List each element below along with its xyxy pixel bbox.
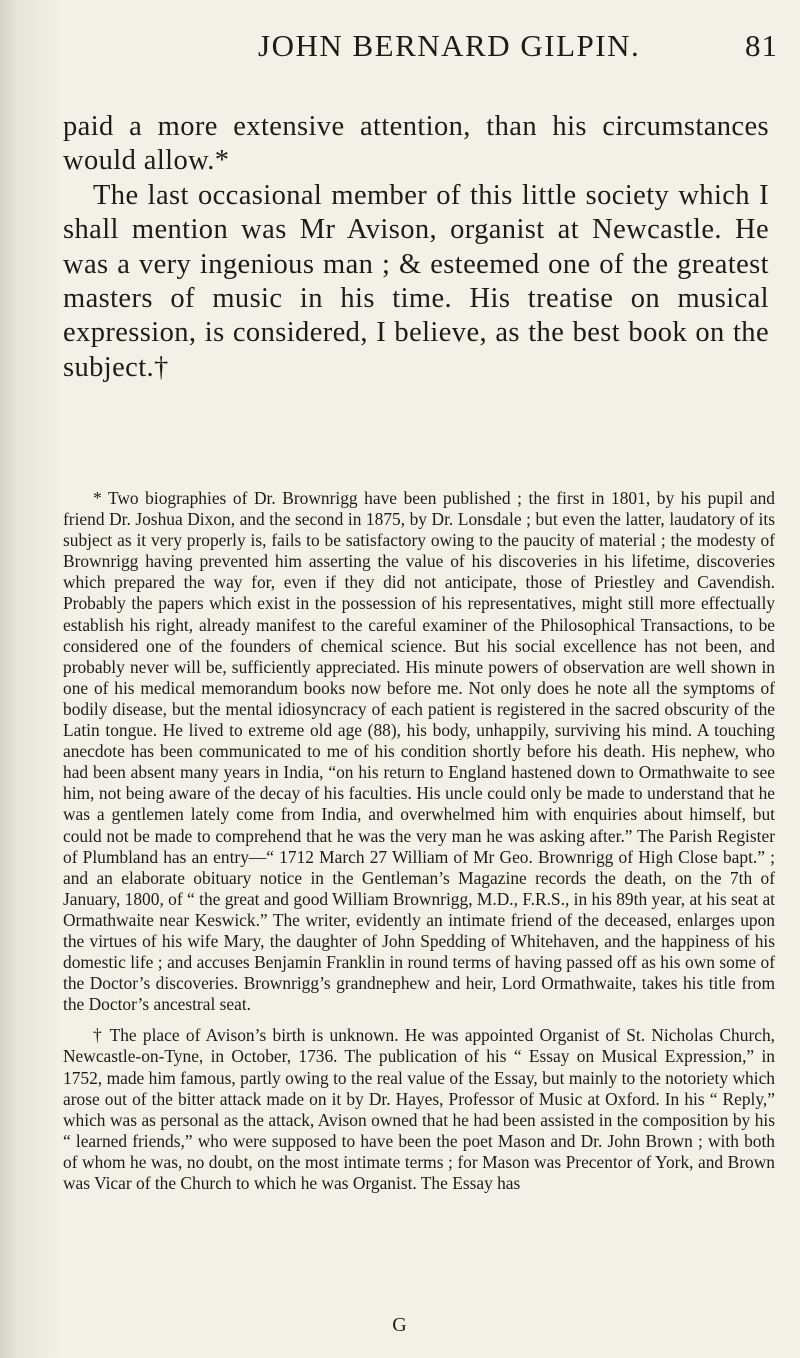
main-paragraph: The last occasional member of this little society which I shall mention was Mr Avison, organist at Newcastle. He was a very ingenious man ; & esteemed one of the greatest masters of music in his time. His treatise on musical expression, is considered, I believe, as the best book on the subject.† [63,179,769,383]
footnote: † The place of Avison’s birth is unknown. He was appointed Organist of St. Nicholas Church, Newcastle-on-Tyne, in October, 1736. The publication of his “ Essay on Musical Expression,” in 1752, made him famous, partly owing to the real value of the Essay, but mainly to the notoriety which arose out of the bitter attack made on it by Dr. Hayes, Professor of Music at Oxford. In his “ Reply,” which was as personal as the attack, Avison owned that he had been assisted in the composition by his “ learned friends,” who were supposed to have been the poet Mason and Dr. John Brown ; with both of whom he was, no doubt, on the most intimate terms ; for Mason was Precentor of York, and Brown was Vicar of the Church to which he was Organist. The Essay has [63,1025,775,1193]
footnote: * Two biographies of Dr. Brownrigg have been published ; the first in 1801, by his pupil and friend Dr. Joshua Dixon, and the second in 1875, by Dr. Lonsdale ; but even the latter, laudatory of its subject as it very properly is, fails to be satisfactory owing to the paucity of material ; the modesty of Brownrigg having prevented him asserting the value of his discoveries in his lifetime, discoveries which prepared the way for, even if they did not anticipate, those of Priestley and Cavendish. Probably the papers which exist in the possession of his representatives, might still more effectually establish his right, already manifest to the careful examiner of the Philosophical Transactions, to be considered one of the founders of chemical science. But his social excellence has not been, and probably never will be, sufficiently appreciated. His minute powers of observation are well shown in one of his medical memorandum books now before me. Not only does he note all the symptoms of bodily disease, but the mental idiosyncracy of each patient is registered in the sacred obscurity of the Latin tongue. He lived to extreme old age (88), his body, unhappily, surviving his mind. A touching anecdote has been communicated to me of his condition shortly before his death. His nephew, who had been absent many years in India, “on his return to England hastened down to Ormathwaite to see him, not being aware of the decay of his faculties. His uncle could only be made to understand that he was a gentlemen lately come from India, and overwhelmed him with enquiries about himself, but could not be made to comprehend that he was the very man he was asking after.” The Parish Register of Plumbland has an entry—“ 1712 March 27 William of Mr Geo. Brownrigg of High Close bapt.” ; and an elaborate obituary notice in the Gentleman’s Magazine records the death, on the 7th of January, 1800, of “ the great and good William Brownrigg, M.D., F.R.S., in his 89th year, at his seat at Ormathwaite near Keswick.” The writer, evidently an intimate friend of the deceased, enlarges upon the virtues of his wife Mary, the daughter of John Spedding of Whitehaven, and the happiness of his domestic life ; and accuses Benjamin Franklin in round terms of having passed off as his own some of the Doctor’s discoveries. Brownrigg’s grandnephew and heir, Lord Ormathwaite, takes his title from the Doctor’s ancestral seat. [63,488,775,1015]
running-head: JOHN BERNARD GILPIN. [258,28,641,63]
page-number: 81 [745,28,778,63]
page-header [258,28,778,78]
main-text [63,110,769,385]
footnotes [63,488,775,1194]
main-paragraph: paid a more extensive attention, than his circumstances would allow.* [63,111,769,177]
signature-mark: G [392,1314,408,1336]
